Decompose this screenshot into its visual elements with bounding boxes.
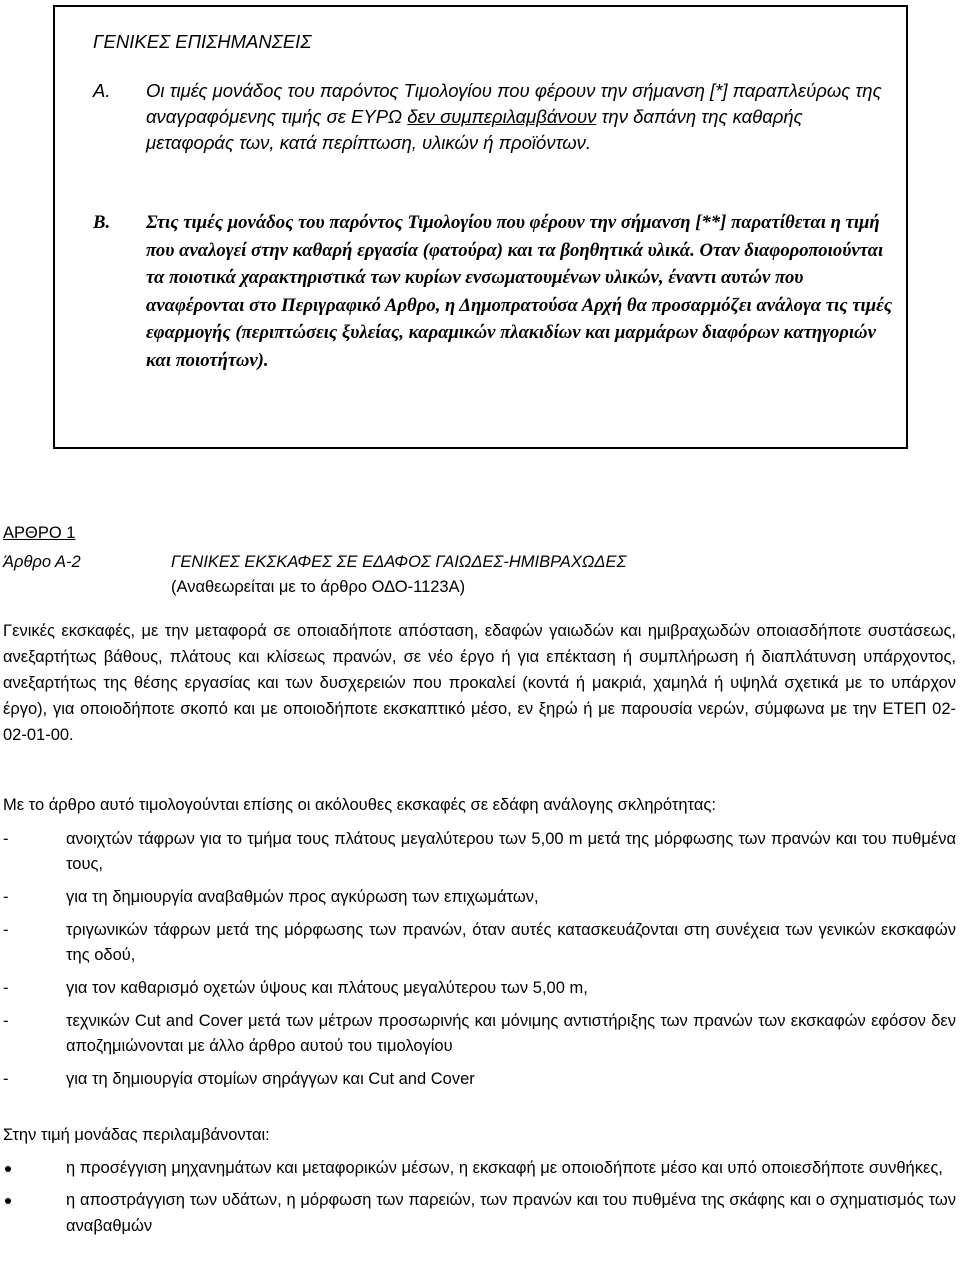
dash-marker: - <box>3 921 9 939</box>
note-b-text: Στις τιμές μονάδος του παρόντος Τιμολογίου που φέρουν την σήμανση [**] παρατίθεται η τιμή που αναλογεί στην καθαρή εργασία (φατούρα) και τα βοηθητικά υλικά. Οταν διαφοροποιούνται τα ποιοτικά χαρακτηριστικά των κυρίων ενσωματουμένων υλικών, έναντι αυτών που αναφέρονται στο Περιγραφικό Αρθρο, η Δημοπρατούσα Αρχή θα προσαρμόζει ανάλογα τις τιμές εφαρμογής (περιπτώσεις ξυλείας, καραμικών πλακιδίων και μαρμάρων διαφόρων κατηγοριών και ποιοτήτων). <box>146 212 893 371</box>
article-subtitle: (Αναθεωρείται με το άρθρο ΟΔΟ-1123Α) <box>171 578 466 596</box>
list-item <box>3 1009 956 1059</box>
dash-marker: - <box>3 1070 9 1088</box>
article-code: Άρθρο Α-2 <box>3 553 81 571</box>
note-a-text-after: την δαπάνη της καθαρής μεταφοράς των, κατά περίπτωση, υλικών ή προϊόντων. <box>146 106 803 153</box>
list-item-text: για τη δημιουργία στομίων σηράγγων και Cut and Cover <box>66 1070 475 1088</box>
list-item <box>3 918 956 968</box>
note-a <box>93 78 893 156</box>
list-item <box>3 1187 956 1239</box>
dash-marker: - <box>3 1012 9 1030</box>
note-a-letter: A. <box>93 80 111 101</box>
note-b <box>93 209 893 374</box>
price-includes-label: Στην τιμή μονάδας περιλαμβάνονται: <box>3 1126 270 1144</box>
dash-marker: - <box>3 979 9 997</box>
bullet-icon <box>5 1198 11 1204</box>
list-item <box>3 827 956 877</box>
article-number: ΑΡΘΡΟ 1 <box>3 524 76 542</box>
note-a-text <box>146 78 893 156</box>
list-item <box>3 1155 956 1181</box>
article-title: ΓΕΝΙΚΕΣ ΕΚΣΚΑΦΕΣ ΣΕ ΕΔΑΦΟΣ ΓΑΙΩΔΕΣ-ΗΜΙΒΡΑΧΩΔΕΣ <box>171 553 627 571</box>
dash-marker: - <box>3 888 9 906</box>
list-item <box>3 976 956 1001</box>
note-a-text-before: Οι τιμές μονάδος του παρόντος Τιμολογίου που φέρουν την σήμανση [*] παραπλεύρως της αναγραφόμενης τιμής σε ΕΥΡΩ <box>146 80 882 127</box>
also-priced-intro: Με το άρθρο αυτό τιμολογούνται επίσης οι ακόλουθες εκσκαφές σε εδάφη ανάλογης σκληρότητας: <box>3 796 716 814</box>
note-a-underlined: δεν συμπεριλαμβάνουν <box>407 106 597 127</box>
list-item-text: η προσέγγιση μηχανημάτων και μεταφορικών μέσων, η εκσκαφή με οποιοδήποτε μέσο και υπό οποιεσδήποτε συνθήκες, <box>66 1159 943 1177</box>
bullet-icon <box>5 1166 11 1172</box>
notice-title: ΓΕΝΙΚΕΣ ΕΠΙΣΗΜΑΝΣΕΙΣ <box>93 31 312 52</box>
note-b-letter: B. <box>93 212 111 233</box>
dash-marker: - <box>3 830 9 848</box>
list-item-text: τριγωνικών τάφρων μετά της μόρφωσης των πρανών, όταν αυτές κατασκευάζονται στη συνέχεια των γενικών εκσκαφών της οδού, <box>66 921 956 964</box>
list-item-text: τεχνικών Cut and Cover μετά των μέτρων προσωρινής και μόνιμης αντιστήριξης των πρανών των εκσκαφών εφόσον δεν αποζημιώνονται με άλλο άρθρο αυτού του τιμολογίου <box>66 1012 956 1055</box>
list-item-text: η αποστράγγιση των υδάτων, η μόρφωση των παρειών, των πρανών και του πυθμένα της σκάφης και ο σχηματισμός των αναβαθμών <box>66 1191 956 1235</box>
general-notes-box <box>53 5 908 449</box>
list-item-text: για τον καθαρισμό οχετών ύψους και πλάτους μεγαλύτερου των 5,00 m, <box>66 979 588 997</box>
list-item <box>3 1067 956 1092</box>
price-includes-list <box>3 1155 956 1245</box>
list-item <box>3 885 956 910</box>
article-intro-paragraph: Γενικές εκσκαφές, με την μεταφορά σε οποιαδήποτε απόσταση, εδαφών γαιωδών και ημιβραχωδών οποιασδήποτε συστάσεως, ανεξαρτήτως βάθους, πλάτους και κλίσεως πρανών, σε νέο έργο ή για επέκταση ή συμπλήρωση ή διαπλάτυνση υπάρχοντος, ανεξαρτήτως της θέσης εργασίας και των δυσχερειών που προκαλεί (κοντά ή μακριά, χαμηλά ή υψηλά σχετικά με το υπάρχον έργο), για οποιοδήποτε σκοπό και με οποιοδήποτε εκσκαπτικό μέσο, εν ξηρώ ή με παρουσία νερών, σύμφωνα με την ΕΤΕΠ 02-02-01-00. <box>3 622 956 744</box>
list-item-text: για τη δημιουργία αναβαθμών προς αγκύρωση των επιχωμάτων, <box>66 888 539 906</box>
excavation-types-list <box>3 827 956 1100</box>
list-item-text: ανοιχτών τάφρων για το τμήμα τους πλάτους μεγαλύτερου των 5,00 m μετά της μόρφωσης των πρανών και του πυθμένα τους, <box>66 830 956 873</box>
